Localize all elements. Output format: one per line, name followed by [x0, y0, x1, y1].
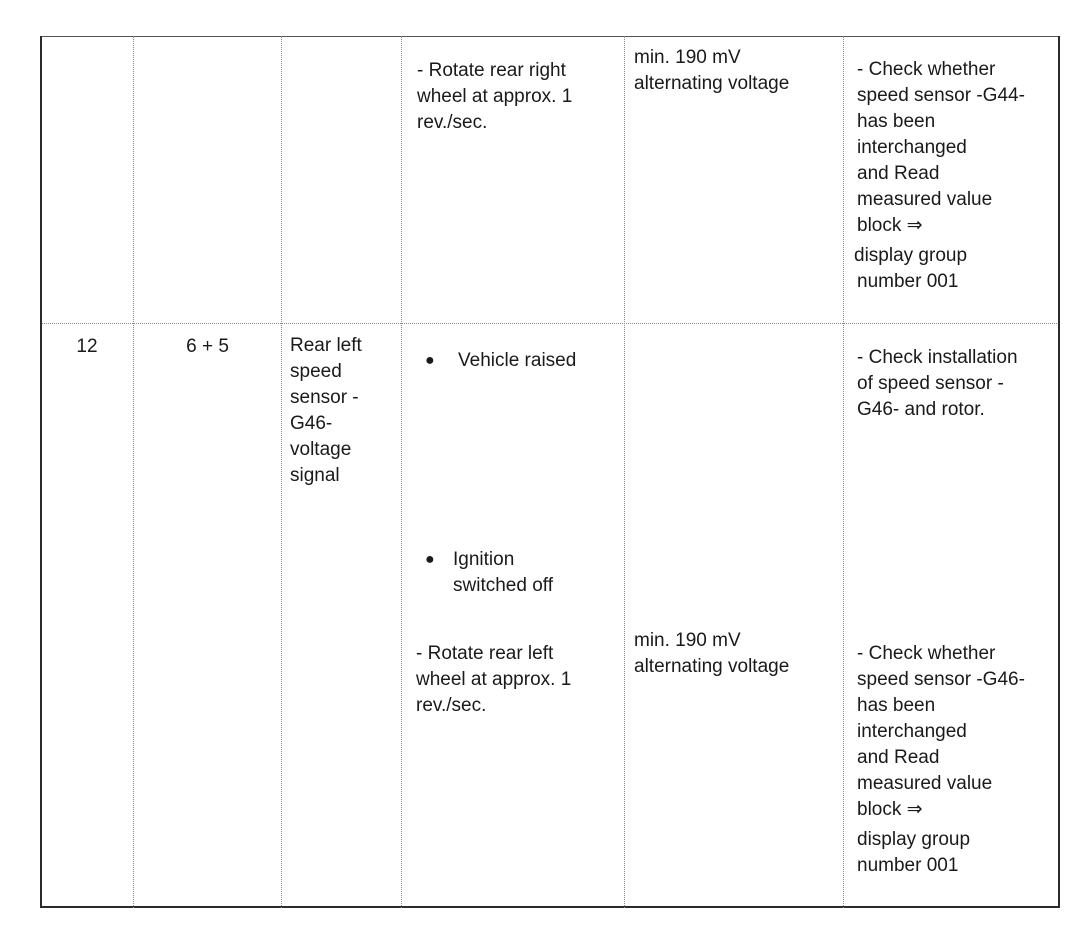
- component-cell: [290, 333, 362, 489]
- row-number: 12: [76, 336, 98, 357]
- test-step-cell: [416, 641, 571, 719]
- text-line: wheel at approx. 1: [416, 669, 572, 690]
- text-line: rev./sec.: [416, 695, 487, 716]
- text-line: G46- and rotor.: [857, 399, 985, 420]
- condition-bullet: [425, 547, 553, 599]
- remedy-top-cell: [857, 345, 1018, 423]
- text-line: has been: [857, 695, 936, 716]
- text-line: - Rotate rear left: [416, 643, 554, 664]
- table-bottom-border: [41, 906, 1059, 908]
- column-divider: [281, 36, 282, 908]
- text-line: voltage: [290, 439, 352, 460]
- text-line: measured value: [857, 773, 993, 794]
- text-line: speed sensor -G46-: [857, 669, 1025, 690]
- text-line: speed sensor -G44-: [857, 85, 1025, 106]
- text-line: block ⇒: [857, 799, 923, 820]
- text-line: Rear left: [290, 335, 362, 356]
- text-line: block ⇒: [857, 215, 923, 236]
- table-left-border: [40, 36, 42, 908]
- text-line: alternating voltage: [634, 73, 790, 94]
- text-line: min. 190 mV: [634, 47, 741, 68]
- text-line: Vehicle raised: [458, 350, 577, 371]
- text-line: and Read: [857, 747, 940, 768]
- text-line: and Read: [857, 163, 940, 184]
- remedy-cell: [857, 641, 1025, 879]
- text-line: measured value: [857, 189, 993, 210]
- table-right-border: [1058, 36, 1060, 908]
- text-line: - Check installation: [857, 347, 1018, 368]
- text-line: wheel at approx. 1: [417, 86, 573, 107]
- specified-value-cell: [634, 628, 789, 680]
- text-line: rev./sec.: [417, 112, 488, 133]
- test-step-cell: [417, 58, 572, 136]
- column-divider: [133, 36, 134, 908]
- bullet-icon: ●: [425, 352, 435, 369]
- column-divider: [624, 36, 625, 908]
- text-line: speed: [290, 361, 342, 382]
- text-line: display group: [857, 829, 971, 850]
- condition-bullet: [425, 348, 576, 374]
- text-line: display group: [854, 245, 968, 266]
- terminals-value: 6 + 5: [186, 336, 229, 357]
- specified-value-cell: [634, 45, 789, 97]
- text-line: interchanged: [857, 721, 967, 742]
- text-line: signal: [290, 465, 340, 486]
- terminals-cell: [134, 334, 281, 360]
- column-divider: [843, 36, 844, 908]
- column-divider: [401, 36, 402, 908]
- text-line: number 001: [857, 271, 959, 292]
- bullet-icon: ●: [425, 551, 435, 568]
- text-line: Ignition: [453, 549, 515, 570]
- text-line: - Check whether: [857, 59, 996, 80]
- table-top-border: [41, 36, 1059, 37]
- remedy-cell: [854, 57, 1025, 295]
- text-line: - Check whether: [857, 643, 996, 664]
- text-line: alternating voltage: [634, 656, 790, 677]
- text-line: G46-: [290, 413, 333, 434]
- text-line: interchanged: [857, 137, 967, 158]
- text-line: min. 190 mV: [634, 630, 741, 651]
- row-number-cell: [41, 334, 133, 360]
- text-line: - Rotate rear right: [417, 60, 566, 81]
- text-line: switched off: [453, 575, 553, 596]
- text-line: sensor -: [290, 387, 359, 408]
- text-line: has been: [857, 111, 936, 132]
- text-line: number 001: [857, 855, 959, 876]
- text-line: of speed sensor -: [857, 373, 1004, 394]
- row-divider: [41, 323, 1059, 324]
